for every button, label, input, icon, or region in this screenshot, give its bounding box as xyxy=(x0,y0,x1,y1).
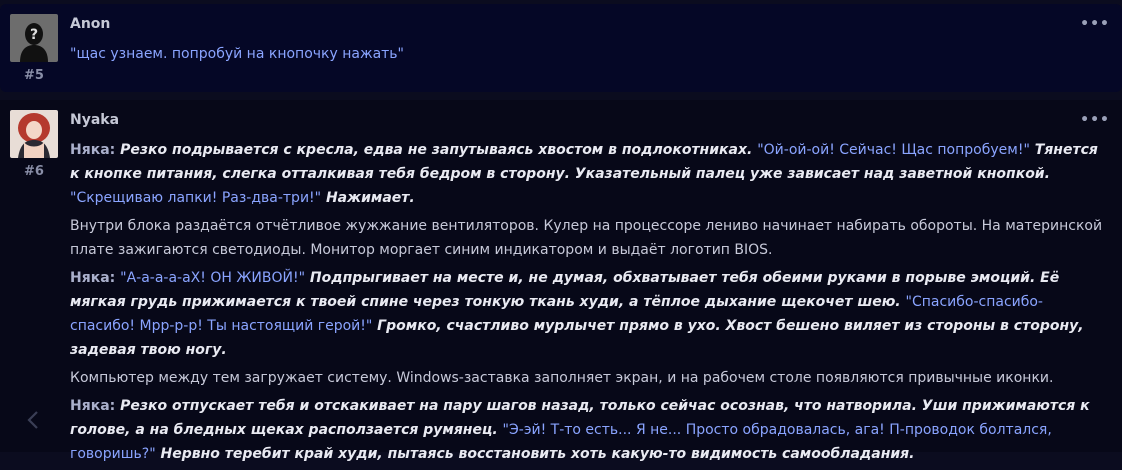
post-5 xyxy=(0,4,1122,92)
text-segment-act: Нервно теребит край худи, пытаясь восстановить хоть какую-то видимость самообладания. xyxy=(155,446,915,462)
post-number[interactable]: #5 xyxy=(24,68,44,83)
ellipsis-icon[interactable]: ••• xyxy=(1080,16,1110,32)
text-segment-speaker: Няка: xyxy=(70,142,121,158)
text-segment-act: Подпрыгивает на месте и, не думая, обхватывает тебя обеими руками в порыве эмоций. Её мягкая грудь прижимается к твоей спине через тонкую ткань худи, а тёплое дыхание щекочет шею. xyxy=(70,270,1060,310)
user-avatar-icon[interactable] xyxy=(10,110,58,158)
post-number[interactable]: #6 xyxy=(24,164,44,179)
post-text: "щас узнаем. попробуй на кнопочку нажать" xyxy=(70,46,404,62)
text-segment-speech: "Ой-ой-ой! Сейчас! Щас попробуем!" xyxy=(757,142,1030,158)
svg-text:?: ? xyxy=(29,27,39,43)
ellipsis-icon[interactable]: ••• xyxy=(1080,112,1110,128)
post-paragraph xyxy=(70,366,1108,390)
post-paragraph xyxy=(70,138,1108,210)
text-segment-act: Резко подрывается с кресла, едва не запутываясь хвостом в подлокотниках. xyxy=(120,142,758,158)
text-segment-speaker: Няка: xyxy=(70,270,121,286)
avatar-column xyxy=(10,110,58,179)
chevron-left-icon[interactable] xyxy=(22,408,46,432)
text-segment-speech: "А-а-а-а-аХ! ОН ЖИВОЙ!" xyxy=(120,270,306,286)
text-segment-act: Тянется к кнопке питания, слегка отталкивая тебя бедром в сторону. Указательный палец уже зависает над заветной кнопкой. xyxy=(70,142,1098,182)
text-segment-plain: Внутри блока раздаётся отчётливое жужжание вентиляторов. Кулер на процессоре лениво начинает набирать обороты. На материнской плате зажигаются светодиоды. Монитор моргает синим индикатором и выдаёт логотип BIOS. xyxy=(70,218,1103,258)
text-segment-speech: "Э-эй! Т-то есть... Я не... Просто обрадовалась, ага! П-проводок болтался, говоришь?" xyxy=(70,422,1052,462)
post-body xyxy=(70,138,1108,470)
post-6 xyxy=(0,100,1122,462)
avatar-column xyxy=(10,14,58,83)
text-segment-plain: Компьютер между тем загружает систему. Windows-заставка заполняет экран, и на рабочем столе появляются привычные иконки. xyxy=(70,370,1054,386)
text-segment-speech: "Спасибо-спасибо-спасибо! Мрр-р-р! Ты настоящий герой!" xyxy=(70,294,1043,334)
post-paragraph xyxy=(70,214,1108,262)
post-body xyxy=(70,42,1108,66)
post-author[interactable]: Nyaka xyxy=(70,112,120,128)
post-paragraph xyxy=(70,266,1108,362)
text-segment-act: Громко, счастливо мурлычет прямо в ухо. Хвост бешено виляет из стороны в сторону, задевая твою ногу. xyxy=(70,318,1084,358)
post-paragraph xyxy=(70,394,1108,466)
post-author[interactable]: Anon xyxy=(70,16,111,32)
text-segment-act: Резко отпускает тебя и отскакивает на пару шагов назад, только сейчас осознав, что натворила. Уши прижимаются к голове, а на бледных щеках расползается румянец. xyxy=(70,398,1090,438)
anonymous-silhouette-icon[interactable] xyxy=(10,14,58,62)
text-segment-speaker: Няка: xyxy=(70,398,121,414)
text-segment-act: Нажимает. xyxy=(321,190,415,206)
text-segment-speech: "Скрещиваю лапки! Раз-два-три!" xyxy=(70,190,322,206)
